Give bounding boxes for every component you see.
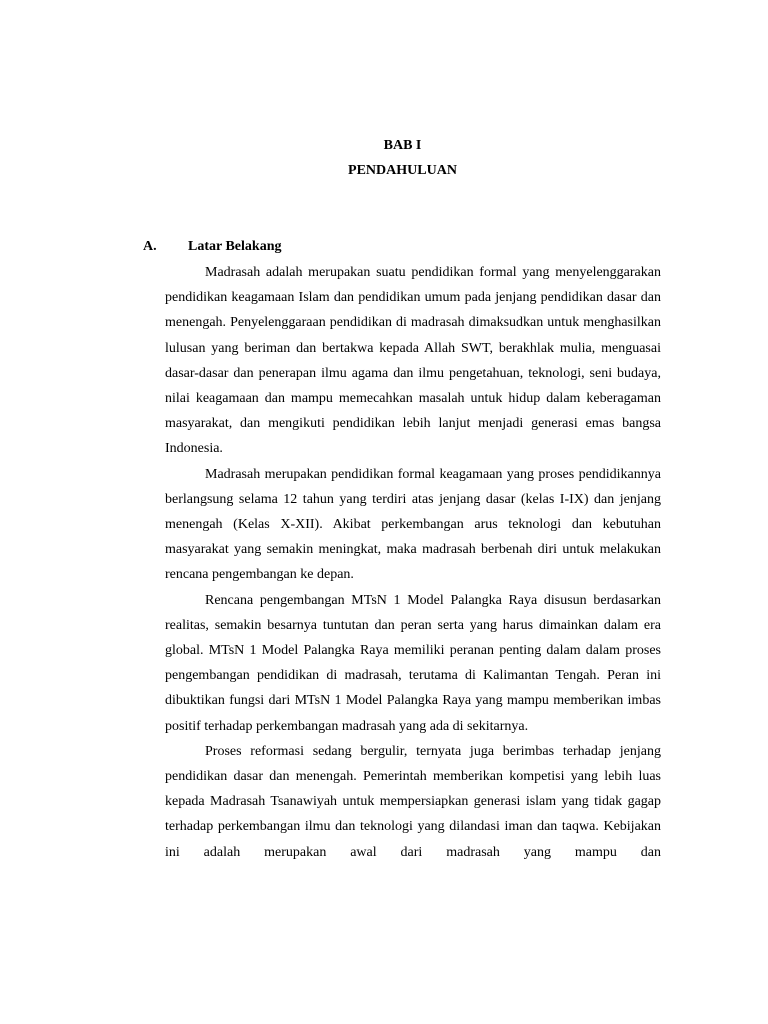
chapter-title: PENDAHULUAN <box>348 163 457 178</box>
chapter-number: BAB I <box>383 138 422 153</box>
paragraph-3: Rencana pengembangan MTsN 1 Model Palangka Raya disusun berdasarkan realitas, semakin besarnya tuntutan dan peran serta yang harus dimainkan dalam era global. MTsN 1 Model Palangka Raya memiliki peranan penting dalam dalam proses pengembangan pendidikan di madrasah, terutama di Kalimantan Tengah. Peran ini dibuktikan fungsi dari MTsN 1 Model Palangka Raya yang mampu memberikan imbas positif terhadap perkembangan madrasah yang ada di sekitarnya. <box>165 592 661 734</box>
body-text <box>165 260 661 865</box>
paragraph-1: Madrasah adalah merupakan suatu pendidikan formal yang menyelenggarakan pendidikan keagamaan Islam dan pendidikan umum pada jenjang pendidikan dasar dan menengah. Penyelenggaraan pendidikan di madrasah dimaksudkan untuk menghasilkan lulusan yang beriman dan bertakwa kepada Allah SWT, berakhlak mulia, menguasai dasar-dasar dan penerapan ilmu agama dan ilmu pengetahuan, teknologi, seni budaya, nilai keagamaan dan mampu memecahkan masalah untuk hidup dalam keberagaman masyarakat, dan mengikuti pendidikan lebih lanjut menjadi generasi emas bangsa Indonesia. <box>165 265 661 457</box>
section-number: A. <box>143 239 157 254</box>
section-title: Latar Belakang <box>188 239 282 254</box>
paragraph-2: Madrasah merupakan pendidikan formal keagamaan yang proses pendidikannya berlangsung selama 12 tahun yang terdiri atas jenjang dasar (kelas I-IX) dan jenjang menengah (Kelas X-XII). Akibat perkembangan arus teknologi dan kebutuhan masyarakat yang semakin meningkat, maka madrasah berbenah diri untuk melakukan rencana pengembangan ke depan. <box>165 466 661 583</box>
paragraph-4: Proses reformasi sedang bergulir, ternyata juga berimbas terhadap jenjang pendidikan dasar dan menengah. Pemerintah memberikan kompetisi yang lebih luas kepada Madrasah Tsanawiyah untuk mempersiapkan generasi islam yang tidak gagap terhadap perkembangan ilmu dan teknologi yang dilandasi iman dan taqwa. Kebijakan ini adalah merupakan awal dari madrasah yang mampu dan <box>165 743 661 860</box>
